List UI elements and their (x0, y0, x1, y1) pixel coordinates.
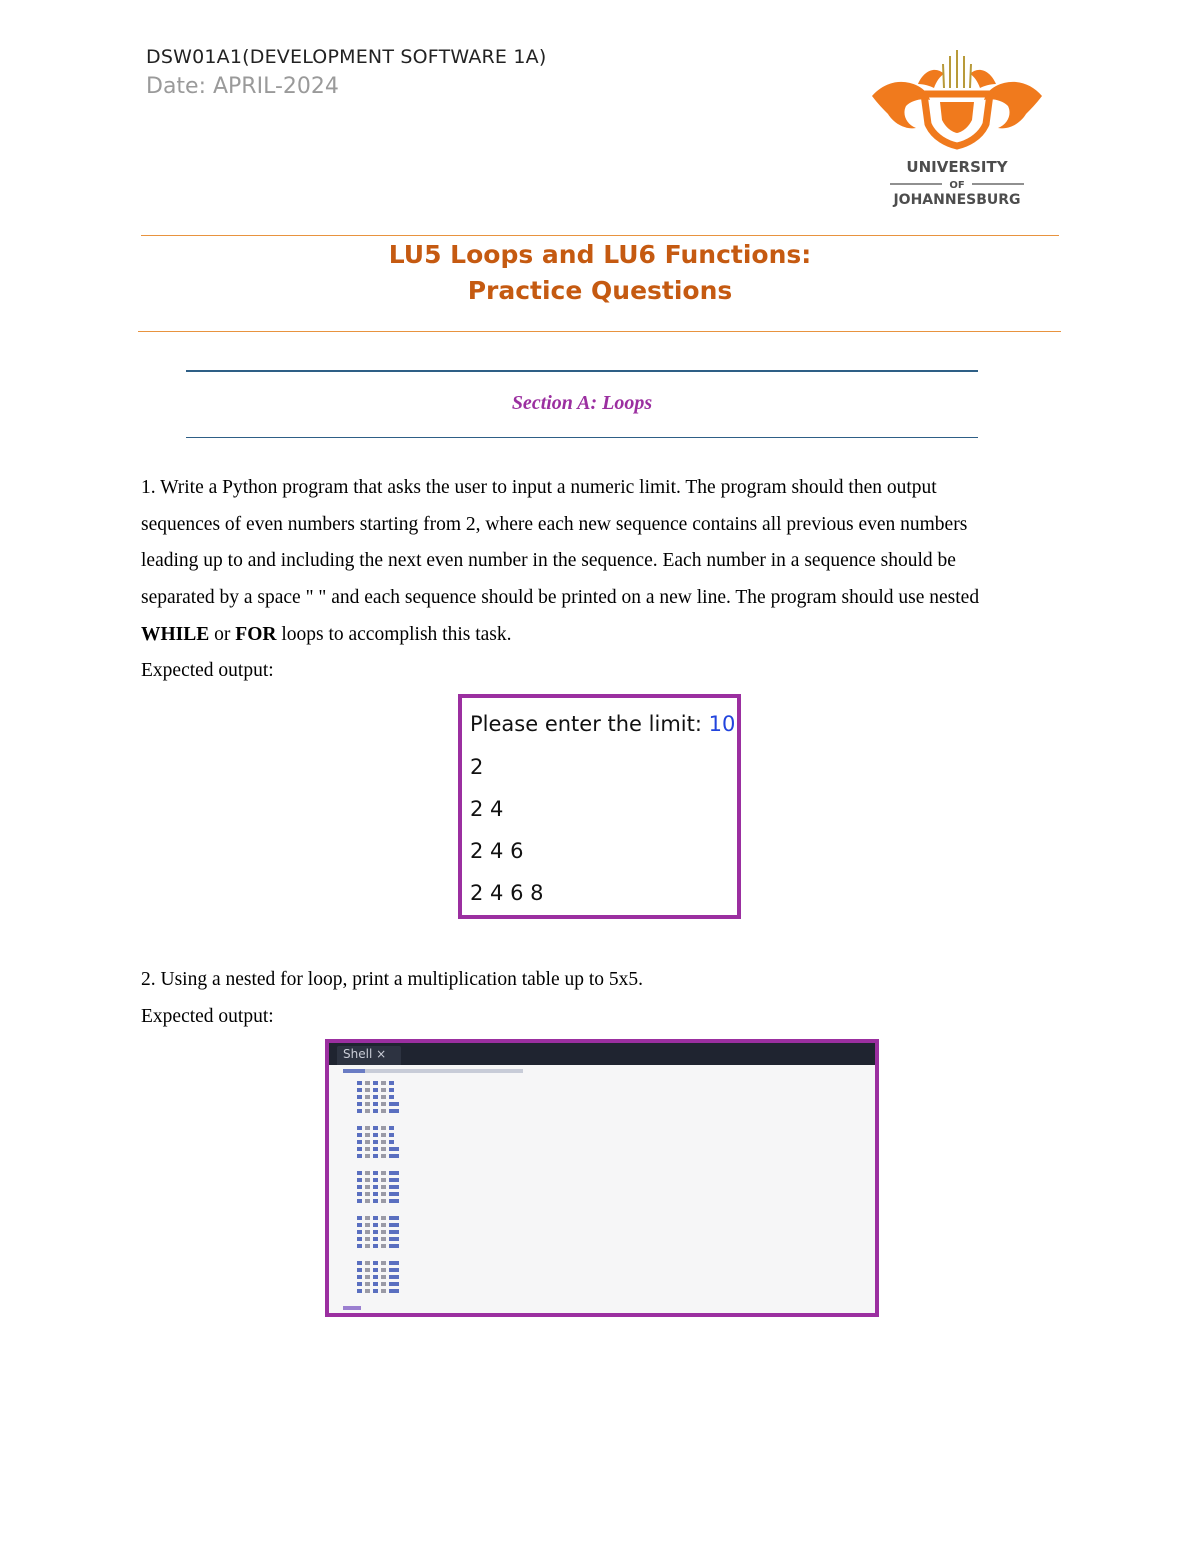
shell-tab (337, 1046, 401, 1065)
table-row (357, 1102, 402, 1106)
table-row (357, 1109, 402, 1113)
table-row (357, 1147, 402, 1151)
table-row (357, 1289, 402, 1293)
question-1-line2: sequences of even numbers starting from 2, where each new sequence contains all previous even numbers (141, 513, 968, 535)
table-row (357, 1178, 402, 1182)
shell-prompt (343, 1306, 361, 1310)
keyword-or: or (209, 623, 236, 645)
table-row (357, 1244, 402, 1248)
shell-tab-label: Shell × (343, 1047, 387, 1061)
document-date: Date: APRIL-2024 (146, 74, 339, 99)
logo-line2: OF (949, 180, 965, 191)
console-prompt-line (470, 712, 735, 736)
question-1-expected-label: Expected output: (141, 660, 274, 681)
console-output-line: 2 4 6 8 (470, 881, 544, 905)
table-row (357, 1171, 402, 1175)
title-top-rule (141, 235, 1059, 236)
keyword-while: WHILE (141, 623, 210, 645)
question-1-line1: 1. Write a Python program that asks the user to input a numeric limit. The program should then output (141, 477, 937, 498)
shell-titlebar (329, 1043, 875, 1065)
table-row (357, 1192, 402, 1196)
section-heading: Section A: Loops (511, 392, 653, 414)
question-1-output-screenshot (458, 694, 741, 919)
table-row (357, 1126, 397, 1130)
table-row (357, 1237, 402, 1241)
shell-path-line (343, 1069, 523, 1073)
table-row (357, 1095, 397, 1099)
table-row (357, 1230, 402, 1234)
table-row (357, 1216, 402, 1220)
table-row (357, 1185, 402, 1189)
title-bottom-rule (138, 331, 1061, 332)
section-top-rule (186, 370, 978, 372)
keyword-for: FOR (235, 623, 277, 645)
question-1-line5-rest: loops to accomplish this task. (276, 623, 512, 645)
table-row (357, 1199, 402, 1203)
document-title-line2: Practice Questions (467, 276, 733, 305)
table-row (357, 1261, 402, 1265)
table-row (357, 1154, 402, 1158)
question-2-expected-label: Expected output: (141, 1006, 274, 1027)
logo-line3: JOHANNESBURG (893, 192, 1021, 208)
question-1-line5 (141, 617, 1058, 654)
console-output-line: 2 (470, 755, 484, 779)
table-row (357, 1081, 397, 1085)
table-row (357, 1133, 397, 1137)
table-row (357, 1275, 402, 1279)
section-bottom-rule (186, 437, 978, 438)
document-title-line1: LU5 Loops and LU6 Functions: (388, 240, 812, 269)
console-prompt: Please enter the limit: (470, 712, 709, 736)
table-row (357, 1223, 402, 1227)
question-1 (141, 470, 1058, 654)
table-row (357, 1268, 402, 1272)
table-row (357, 1282, 402, 1286)
console-output-line: 2 4 6 (470, 839, 524, 863)
question-2-output-screenshot (325, 1039, 879, 1317)
question-1-line4: separated by a space " " and each sequence should be printed on a new line. The program should use nested (141, 587, 980, 609)
console-output-line: 2 4 (470, 797, 504, 821)
shell-path-prefix (343, 1069, 365, 1073)
university-logo (862, 44, 1052, 214)
table-row (357, 1088, 397, 1092)
table-row (357, 1140, 397, 1144)
console-input-value: 10 (708, 712, 736, 736)
question-2: 2. Using a nested for loop, print a multiplication table up to 5x5. (141, 969, 644, 990)
question-1-line3: leading up to and including the next even number in the sequence. Each number in a sequence should be (141, 550, 956, 572)
course-code: DSW01A1(DEVELOPMENT SOFTWARE 1A) (146, 46, 547, 68)
logo-line1: UNIVERSITY (906, 158, 1008, 176)
